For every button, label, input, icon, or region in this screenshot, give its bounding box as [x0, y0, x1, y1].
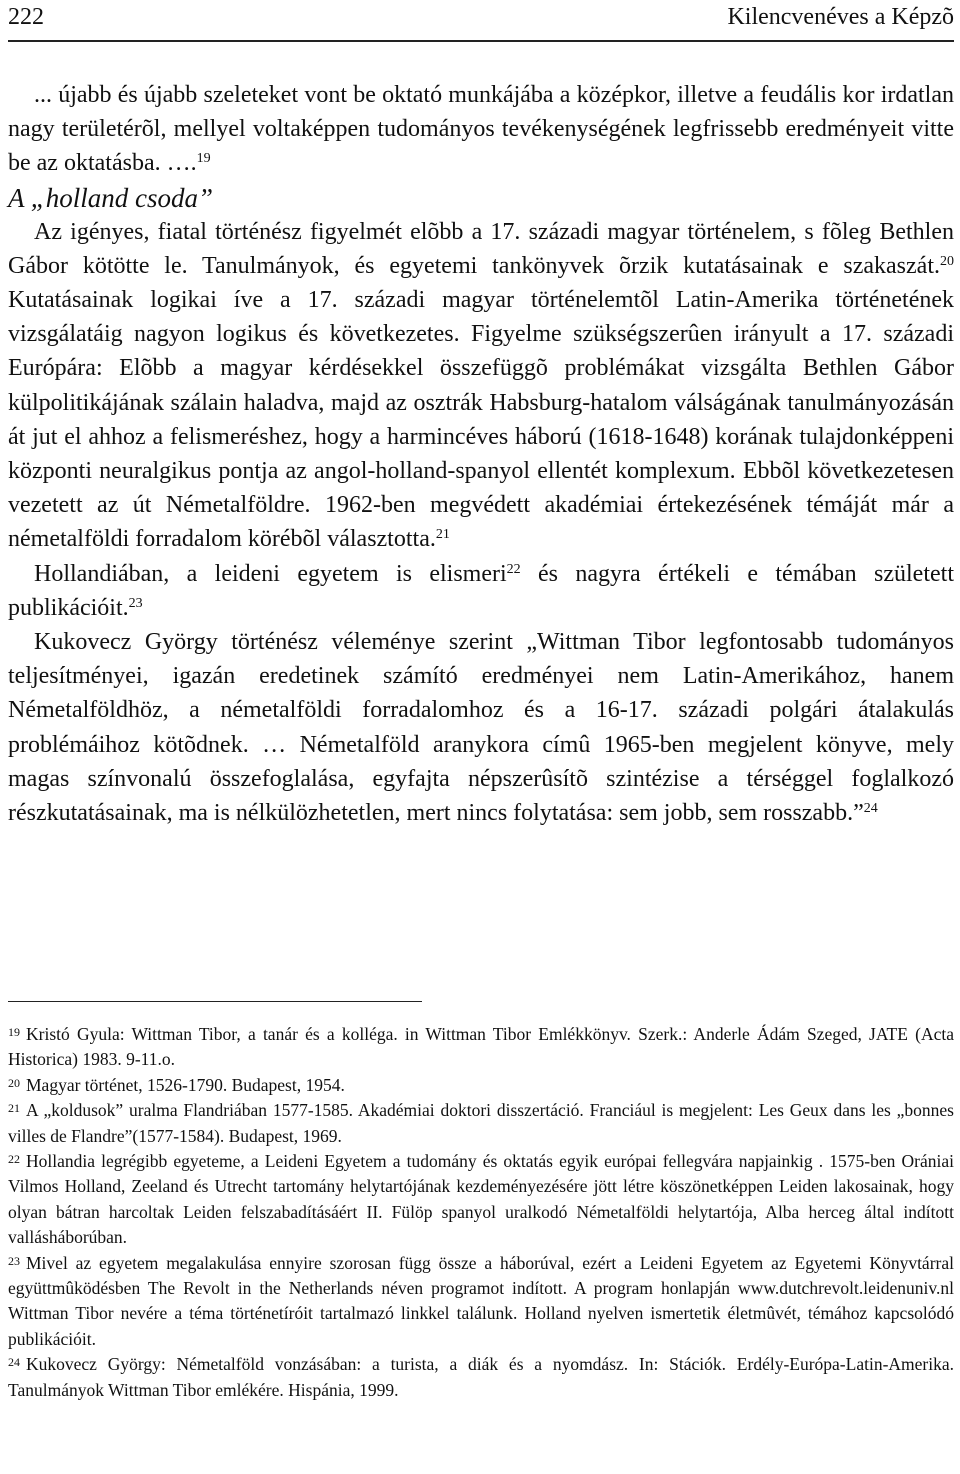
footnote-text: Mivel az egyetem megalakulása ennyire szorosan függ össze a háborúval, ezért a Leideni Egyetem az Egyetemi Könyvtárral együttmûködésben The Revolt in the Netherlands néven programot indított. A program honlapján www.dutchrevolt.leidenuniv.nl Wittman Tibor nevére a téma történetíróit tartalmazó linkkel találunk. Holland nyelven ismertetik életmûvét, témához kapcsolódó publikációit.: [8, 1252, 954, 1349]
paragraph-text: Hollandiában, a leideni egyetem is elismeri: [34, 560, 507, 587]
footnote-ref-19: 19: [196, 151, 211, 167]
footnote-ref-23: 23: [128, 595, 143, 611]
paragraph-holland: [8, 557, 954, 625]
header-divider: [8, 40, 954, 42]
page-header: [8, 3, 954, 31]
footnote-text: Magyar történet, 1526-1790. Budapest, 1954.: [26, 1074, 345, 1095]
footnote-text: Kristó Gyula: Wittman Tibor, a tanár és a kolléga. in Wittman Tibor Emlékkönyv. Szerk.: Anderle Ádám Szeged, JATE (Acta Historica) 1983. 9-11.o.: [8, 1024, 954, 1070]
footnote-number: 21: [8, 1101, 20, 1116]
footnote: [8, 1251, 954, 1353]
footnote-number: 20: [8, 1075, 20, 1090]
running-title: Kilencvenéves a Képzõ: [727, 4, 954, 30]
paragraph-text: és nagyra értékeli e témában született publikációit.: [8, 560, 954, 621]
footnote-ref-22: 22: [506, 561, 521, 577]
footnote-number: 19: [8, 1025, 20, 1039]
footnote-number: 24: [8, 1355, 20, 1370]
body-text: [8, 78, 954, 830]
paragraph-text: Kukovecz György történész véleménye szerint „Wittman Tibor legfontosabb tudományos teljesítményei, igazán eredetinek számító eredményei nem Latin-Amerikához, hanem Németalföldhöz, a németalföldi forradalomhoz és a 16-17. századi polgári átalakulás problémáihoz kötõdnek. … Németalföld aranykora címû 1965-ben megjelent könyve, mely magas színvonalú összefoglalása, egyfajta népszerûsítõ szintézise a térséggel foglalkozó részkutatásainak, ma is nélkülözhetetlen, mert nincs folytatása: sem jobb, sem rosszabb.”: [8, 629, 954, 827]
footnote: [8, 1352, 954, 1403]
footnote-divider: [8, 1001, 422, 1002]
footnote: [8, 1022, 954, 1073]
footnote-ref-24: 24: [863, 801, 878, 817]
footnote: [8, 1098, 954, 1149]
footnote: [8, 1073, 954, 1098]
footnote-text: A „koldusok” uralma Flandriában 1577-1585. Akadémiai doktori disszertáció. Franciául is megjelent: Les Geux dans les „bonnes villes de Flandre”(1577-1584). Budapest, 1969.: [8, 1100, 954, 1146]
quote-paragraph: [8, 78, 954, 181]
quote-text: ... újabb és újabb szeleteket vont be oktató munkájába a középkor, illetve a feudális kor irdatlan nagy területérõl, mellyel voltaképpen tudományos tevékenységének legfrissebb eredményeit vitte be az oktatásba. ….: [8, 82, 954, 177]
section-heading: A „holland csoda”: [8, 182, 214, 213]
paragraph-text: Az igényes, fiatal történész figyelmét elõbb a 17. századi magyar történelem, s fõleg Bethlen Gábor kötötte le. Tanulmányok, és egyetemi tankönyvek õrzik kutatásainak e szakaszát.: [8, 218, 954, 279]
footnote-text: Hollandia legrégibb egyeteme, a Leideni Egyetem a tudomány és oktatás egyik európai fellegvára napjainkig . 1575-ben Orániai Vilmos Holland, Zeeland és Utrecht tartomány helytartójának kezdeményezésére jött létre köszönetképpen Leiden lakosainak, hogy olyan bátran harcoltak Leiden felszabadításáért II. Fülöp spanyol uralkodó Németalföldi helytartója, Alba herceg által indított vallásháborúban.: [8, 1151, 954, 1248]
footnote-ref-20: 20: [940, 253, 954, 269]
paragraph-text: Kutatásainak logikai íve a 17. századi magyar történelemtõl Latin-Amerika történetének vizsgálatáig nagyon logikus és következetes. Figyelme szükségszerûen irányult a 17. századi Európára: Elõbb a magyar kérdésekkel összefüggõ problémákat vizsgálta Bethlen Gábor külpolitikájának szálain haladva, majd az osztrák Habsburg-hatalom válságának tanulmányozásán át jut el ahhoz a felismeréshez, hogy a harmincéves háború (1618-1648) korának tulajdonképpeni központi neuralgikus pontja az angol-holland-spanyol ellentét komplexum. Ebbõl következetesen vezetett az út Németalföldre. 1962-ben megvédett akadémiai értekezésének témáját már a németalföldi forradalom körébõl választotta.: [8, 287, 954, 553]
footnotes: [8, 1022, 954, 1403]
paragraph-kukovecz: [8, 625, 954, 830]
footnote: [8, 1149, 954, 1251]
paragraph-research: [8, 215, 954, 557]
footnote-number: 23: [8, 1253, 20, 1268]
footnote-text: Kukovecz György: Németalföld vonzásában: a turista, a diák és a nyomdász. In: Stációk. Erdély-Európa-Latin-Amerika. Tanulmányok Wittman Tibor emlékére. Hispánia, 1999.: [8, 1354, 954, 1400]
footnote-number: 22: [8, 1152, 20, 1167]
footnote-ref-21: 21: [435, 527, 450, 543]
page-number: 222: [8, 4, 44, 30]
